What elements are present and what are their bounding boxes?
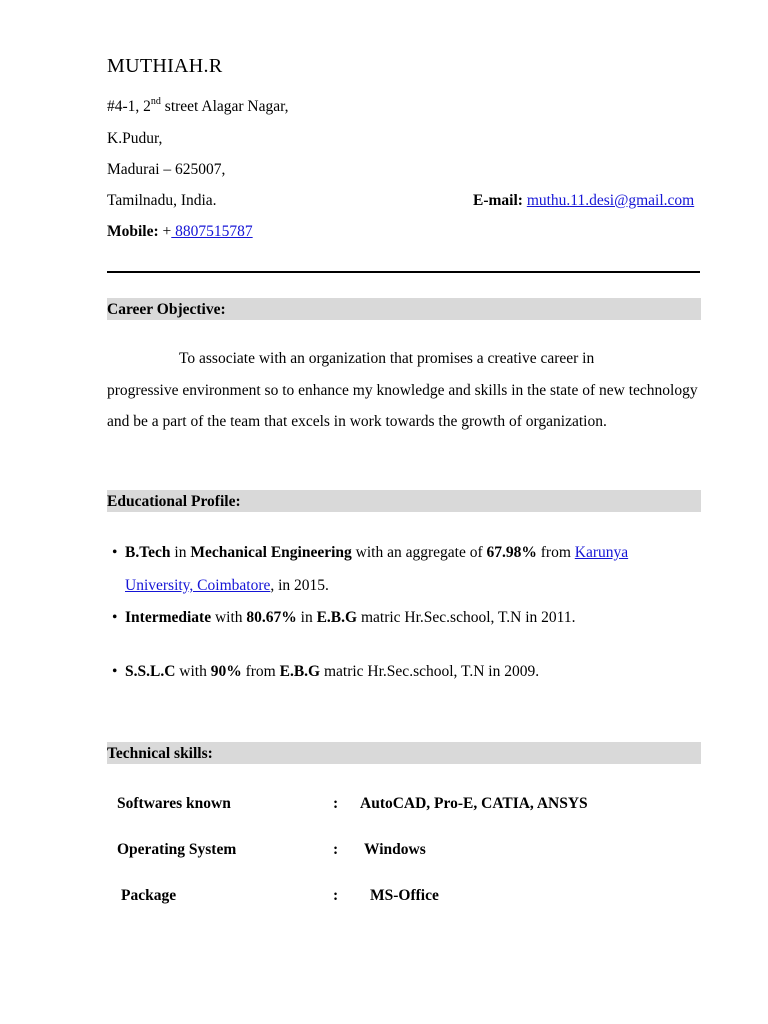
address-line-2: K.Pudur, (107, 130, 163, 147)
educational-profile-heading: Educational Profile: (107, 490, 701, 512)
skill-label-software: Softwares known (117, 795, 231, 812)
education-item-btech: • B.Tech in Mechanical Engineering with an aggregate of 67.98% from Karunya (112, 544, 629, 561)
education-item-sslc: • S.S.L.C with 90% from E.B.G matric Hr.Sec.school, T.N in 2009. (112, 663, 540, 680)
skill-value-os: Windows (364, 841, 426, 858)
email-label: E-mail: (473, 192, 523, 209)
mobile-link[interactable]: 8807515787 (171, 223, 253, 240)
skill-sep-package: : (333, 887, 339, 904)
email-link[interactable]: muthu.11.desi@gmail.com (526, 192, 695, 209)
career-objective-text: To associate with an organization that promises a creative career in progressive environment so to enhance my knowledge and skills in the state of new technology and be a part of the team that excels in work towards the growth of organization. (107, 350, 698, 430)
university-link[interactable]: Karunya (574, 544, 629, 561)
mobile-row: Mobile: + 8807515787 (107, 223, 253, 240)
header-divider (107, 271, 700, 273)
education-item-btech-cont: University, Coimbatore, in 2015. (125, 577, 329, 594)
candidate-name: MUTHIAH.R (107, 55, 223, 77)
skill-label-package: Package (121, 887, 177, 904)
skill-value-package: MS-Office (370, 887, 439, 904)
address-line-3: Madurai – 625007, (107, 161, 226, 178)
skill-sep-software: : (333, 795, 339, 812)
technical-skills-heading: Technical skills: (107, 742, 701, 764)
career-objective-heading: Career Objective: (107, 298, 701, 320)
university-link-cont[interactable]: University, Coimbatore (125, 577, 271, 594)
mobile-label: Mobile: (107, 223, 159, 240)
skill-sep-os: : (333, 841, 339, 858)
education-item-intermediate: • Intermediate with 80.67% in E.B.G matric Hr.Sec.school, T.N in 2011. (112, 609, 576, 626)
email-row (473, 192, 694, 210)
skill-label-os: Operating System (117, 841, 237, 858)
address-line-1: #4-1, 2nd street Alagar Nagar, (107, 95, 289, 115)
skill-value-software: AutoCAD, Pro-E, CATIA, ANSYS (360, 795, 588, 812)
address-line-4: Tamilnadu, India. (107, 192, 217, 209)
